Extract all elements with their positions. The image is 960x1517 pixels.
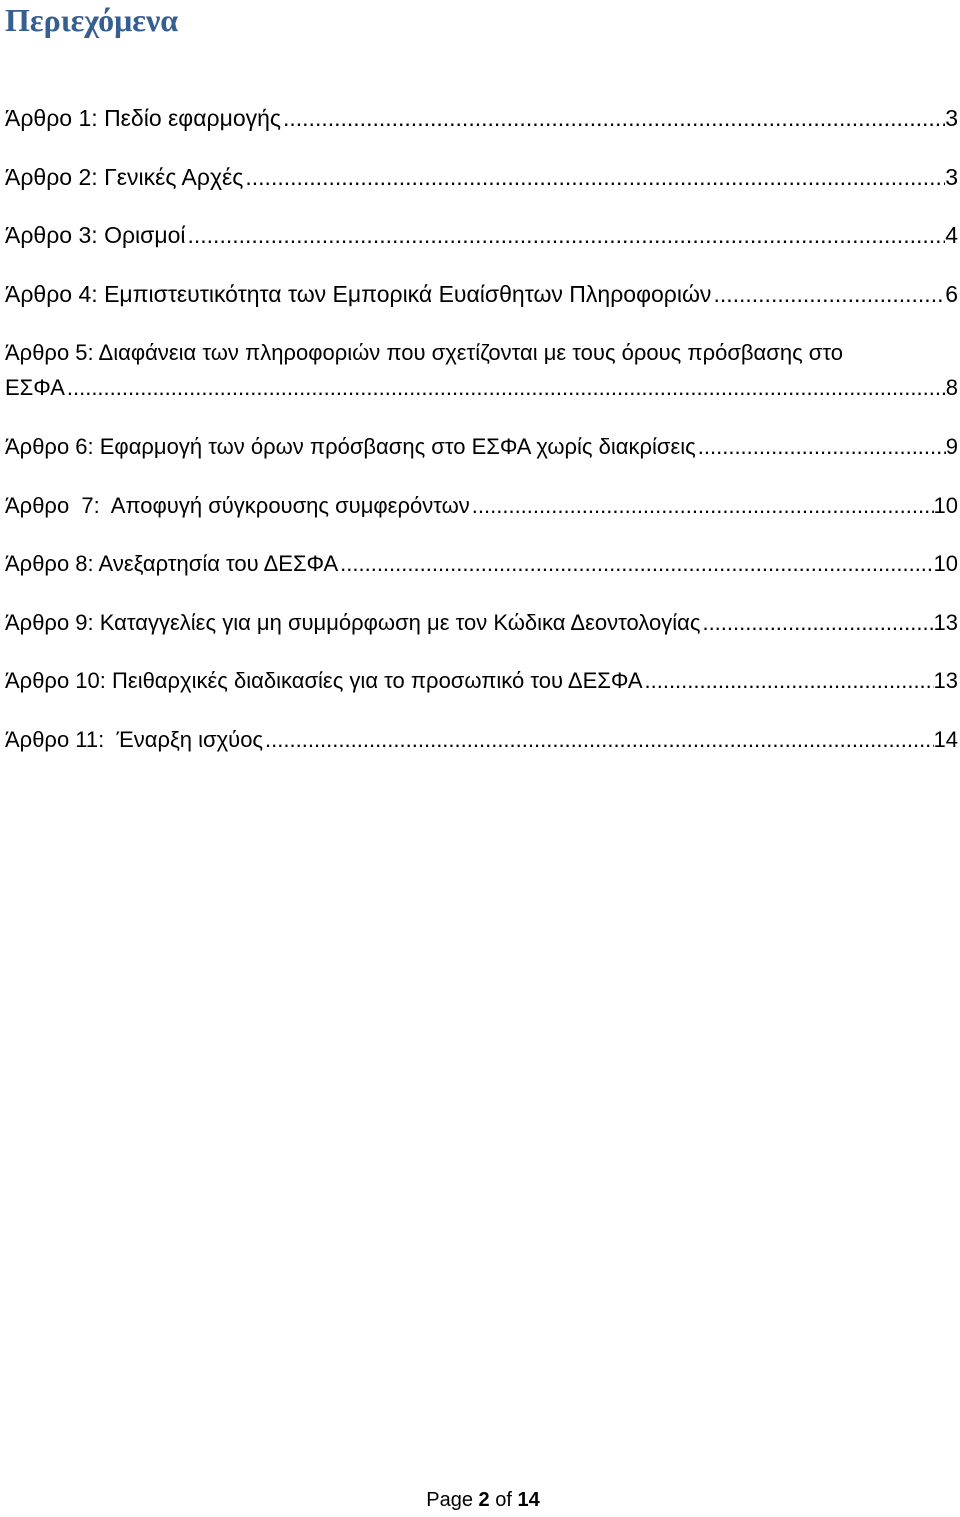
toc-entry-article-3[interactable]: [5, 218, 958, 253]
dot-leader: [696, 429, 946, 464]
toc-entry-page-number: 14: [933, 726, 958, 752]
toc-entry-page-number: 4: [945, 222, 958, 249]
toc-entry-article-2[interactable]: [5, 160, 958, 195]
dot-leader: [470, 488, 934, 523]
toc-entry-label-continuation: ΕΣΦΑ: [5, 375, 65, 401]
toc-entry-label: Άρθρο 3: Ορισμοί: [5, 222, 186, 249]
toc-line: [5, 335, 958, 370]
toc-entry-page-number: 13: [933, 609, 958, 635]
toc-line: [5, 488, 958, 523]
toc-entry-article-5[interactable]: [5, 335, 958, 405]
toc-line: [5, 546, 958, 581]
toc-line: [5, 101, 958, 136]
toc-entry-article-11[interactable]: [5, 722, 958, 757]
toc-entry-article-4[interactable]: [5, 277, 958, 312]
toc-line: [5, 277, 958, 312]
page-footer: [6, 1487, 960, 1513]
toc-heading: Περιεχόμενα: [5, 2, 179, 38]
toc-entry-label: Άρθρο 10: Πειθαρχικές διαδικασίες για το προσωπικό του ΔΕΣΦΑ: [5, 668, 643, 694]
toc-entry-label: Άρθρο 7: Αποφυγή σύγκρουσης συμφερόντων: [5, 492, 470, 518]
toc-entry-label: Άρθρο 9: Καταγγελίες για μη συμμόρφωση με τον Κώδικα Δεοντολογίας: [5, 609, 701, 635]
footer-of-word: of: [495, 1489, 512, 1511]
toc-entry-page-number: 8: [945, 375, 958, 401]
dot-leader: [711, 277, 945, 312]
toc-entry-article-6[interactable]: [5, 429, 958, 464]
toc-entry-page-number: 6: [945, 280, 958, 307]
toc-line: [5, 605, 958, 640]
toc-entry-article-8[interactable]: [5, 546, 958, 581]
toc-entry-label: Άρθρο 5: Διαφάνεια των πληροφοριών που σχετίζονται με τους όρους πρόσβασης στο: [5, 340, 843, 366]
toc-entry-page-number: 3: [945, 163, 958, 190]
toc-line: [5, 722, 958, 757]
dot-leader: [65, 370, 946, 405]
dot-leader: [643, 663, 934, 698]
table-of-contents: [5, 101, 958, 781]
toc-entry-page-number: 10: [933, 492, 958, 518]
toc-entry-article-9[interactable]: [5, 605, 958, 640]
toc-line: [5, 429, 958, 464]
dot-leader: [338, 546, 933, 581]
dot-leader: [186, 218, 946, 253]
toc-entry-page-number: 10: [933, 551, 958, 577]
footer-current-page: 2: [478, 1489, 490, 1511]
toc-entry-page-number: 3: [945, 105, 958, 131]
dot-leader: [281, 101, 945, 136]
footer-total-pages: 14: [517, 1489, 540, 1511]
toc-entry-label: Άρθρο 8: Ανεξαρτησία του ΔΕΣΦΑ: [5, 551, 339, 577]
toc-entry-label: Άρθρο 6: Εφαρμογή των όρων πρόσβασης στο ΕΣΦΑ χωρίς διακρίσεις: [5, 433, 696, 459]
toc-entry-page-number: 13: [933, 668, 958, 694]
toc-entry-article-7[interactable]: [5, 488, 958, 523]
toc-line: [5, 160, 958, 195]
toc-entry-label: Άρθρο 1: Πεδίο εφαρμογής: [5, 105, 281, 131]
toc-entry-article-10[interactable]: [5, 663, 958, 698]
toc-entry-label: Άρθρο 11: Έναρξη ισχύος: [5, 726, 264, 752]
toc-entry-article-1[interactable]: [5, 101, 958, 136]
toc-entry-label: Άρθρο 4: Εμπιστευτικότητα των Εμπορικά Ευαίσθητων Πληροφοριών: [5, 280, 712, 307]
dot-leader: [243, 160, 945, 195]
toc-entry-label: Άρθρο 2: Γενικές Αρχές: [5, 163, 244, 190]
dot-leader: [263, 722, 933, 757]
toc-entry-page-number: 9: [945, 433, 958, 459]
footer-page-word: Page: [426, 1489, 473, 1511]
toc-line-continuation: [5, 370, 958, 405]
toc-line: [5, 663, 958, 698]
toc-line: [5, 218, 958, 253]
dot-leader: [700, 605, 933, 640]
